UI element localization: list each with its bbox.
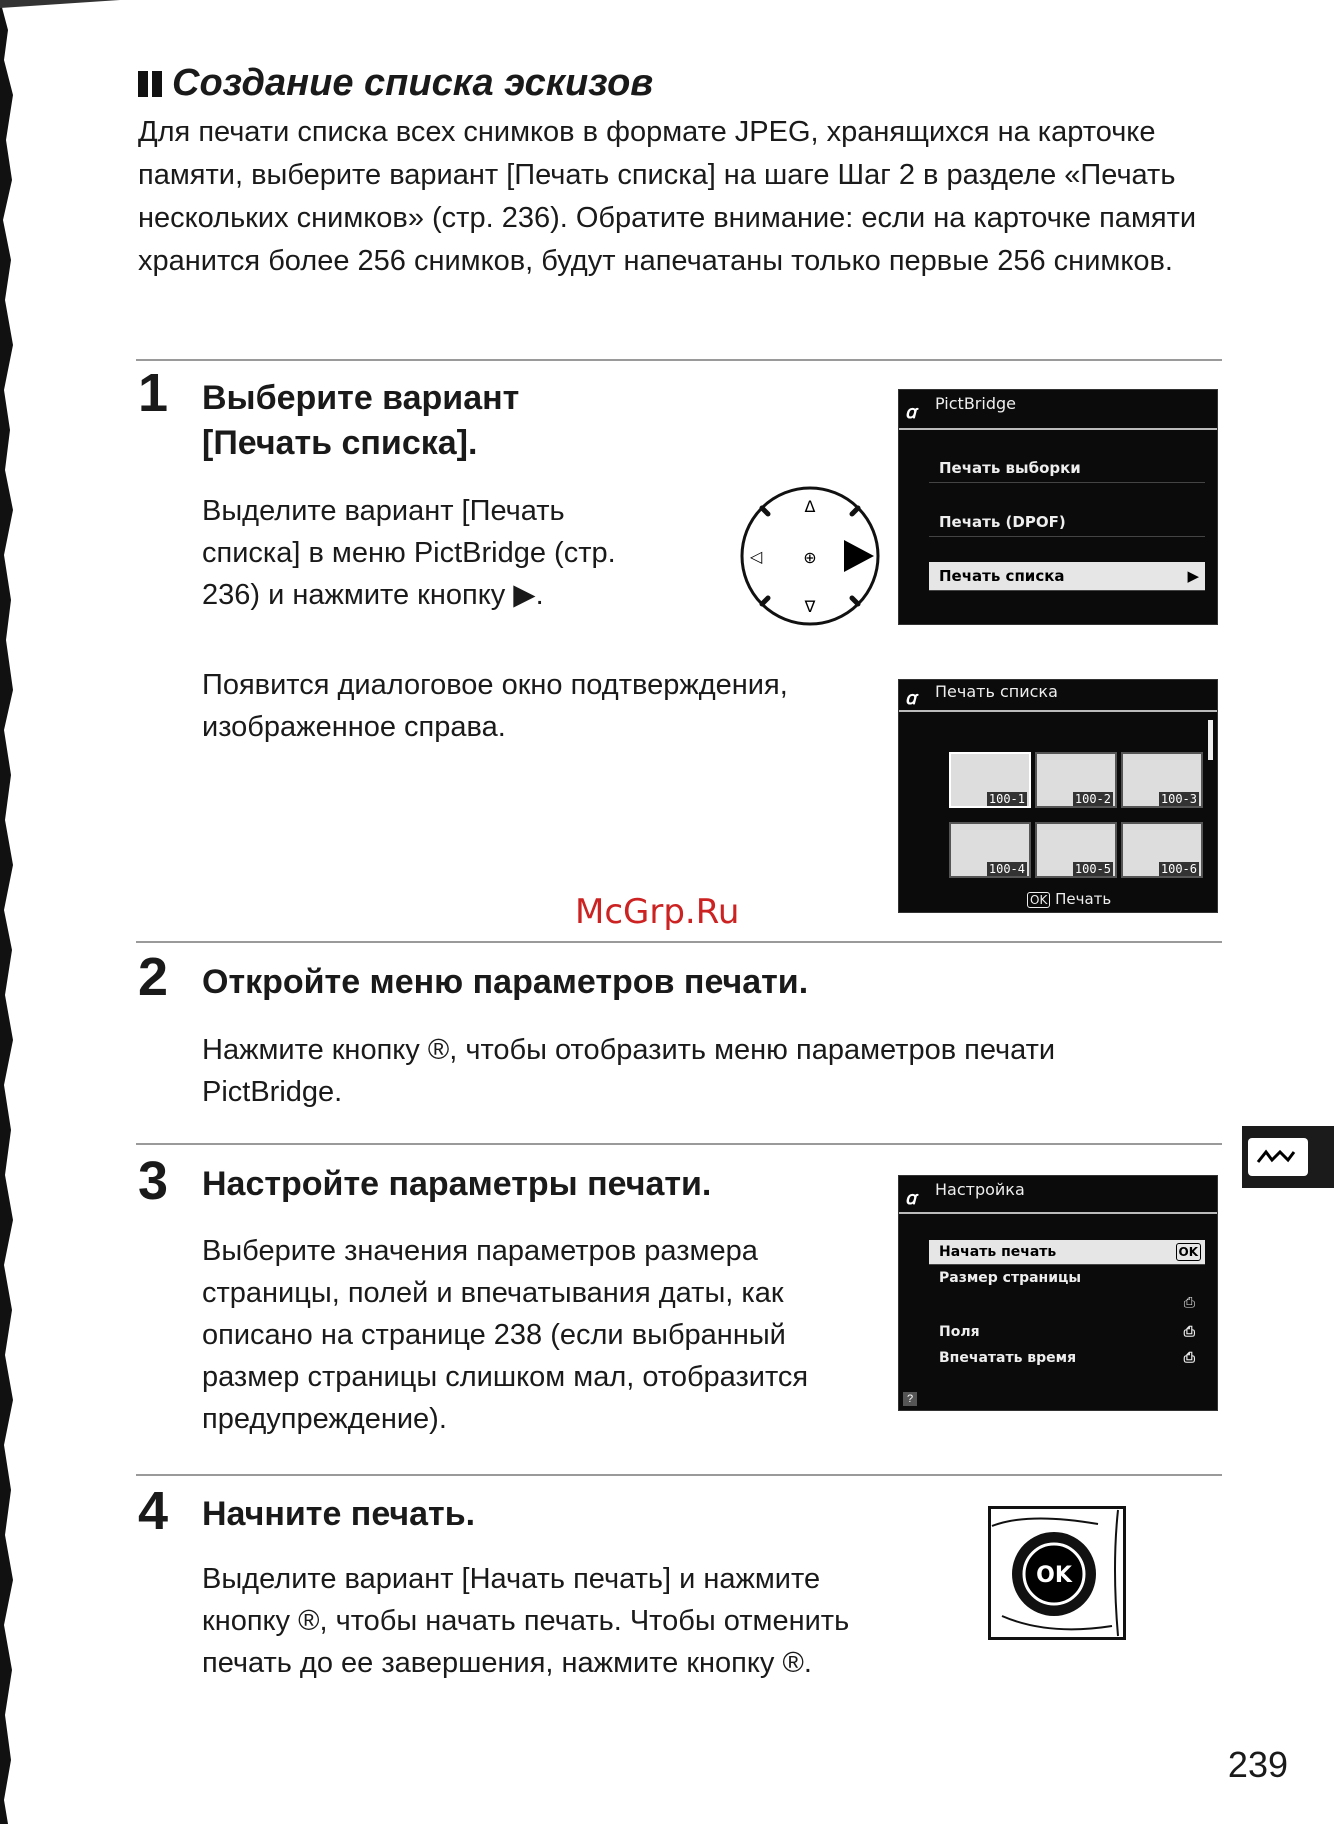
printer-icon: ⎙ <box>1183 1350 1195 1366</box>
step-number: 4 <box>138 1481 169 1541</box>
thumbnail <box>1035 752 1117 808</box>
chapter-tab <box>1242 1126 1334 1188</box>
screen-title: Настройка <box>935 1180 1025 1199</box>
menu-item-label: Поля <box>939 1324 980 1340</box>
submenu-arrow-icon: ▶ <box>1187 567 1199 585</box>
step-title: Откройте меню параметров печати. <box>202 963 809 1001</box>
divider <box>136 941 1222 943</box>
page-number: 239 <box>1227 1744 1288 1785</box>
camera-screen-pictbridge <box>898 389 1218 625</box>
divider <box>136 1474 1222 1476</box>
thumbnail-label: 100-1 <box>988 792 1025 806</box>
top-corner-shadow <box>0 0 120 10</box>
thumbnail-label: 100-5 <box>1074 862 1111 876</box>
dial-down-icon: ∇ <box>804 597 816 616</box>
menu-item <box>929 1320 1205 1344</box>
divider <box>136 1143 1222 1145</box>
pictbridge-logo-icon: ꭤ <box>905 1188 917 1209</box>
dial-left-icon: ◁ <box>749 547 763 566</box>
thumbnail <box>1121 752 1203 808</box>
help-icon: ? <box>903 1392 917 1406</box>
step-number: 1 <box>138 363 169 423</box>
thumbnail <box>1035 822 1117 878</box>
step-title: Начните печать. <box>202 1495 476 1533</box>
torn-edge-decoration <box>0 0 16 1824</box>
thumbnail <box>949 822 1031 878</box>
scrollbar <box>1208 720 1213 760</box>
printer-icon: ⎙ <box>1183 1294 1195 1310</box>
intro-paragraph: Для печати списка всех снимков в формате JPEG, хранящихся на карточке памяти, выберите вариант [Печать списка] на шаге Шаг 2 в разделе «Печать нескольких снимков» (стр. 236). Обратите внимание: если на карточке памяти хранится более 256 снимков, будут напечатаны только первые 256 снимков. <box>138 116 1197 277</box>
step-title-line: [Печать списка]. <box>202 424 478 462</box>
thumbnail <box>1121 822 1203 878</box>
menu-item-label: Начать печать <box>939 1244 1057 1260</box>
ok-hint-label: Печать <box>1055 890 1112 908</box>
pictbridge-logo-icon: ꭤ <box>905 688 917 709</box>
menu-item-label: Впечатать время <box>939 1350 1077 1366</box>
menu-item: Размер страницы <box>939 1270 1082 1286</box>
divider <box>136 359 1222 361</box>
step-title <box>202 376 519 466</box>
step-text: Выберите значения параметров размера страницы, полей и впечатывания даты, как описано на странице 238 (если выбранный размер страницы слишком мал, отобразится предупреждение). <box>202 1235 809 1435</box>
thumbnail <box>949 752 1031 808</box>
screen-title-bar <box>899 1176 1217 1214</box>
thumbnail-label: 100-6 <box>1160 862 1197 876</box>
step-text: Выделите вариант [Начать печать] и нажмите кнопку ®, чтобы начать печать. Чтобы отменить печать до ее завершения, нажмите кнопку ®. <box>202 1563 850 1679</box>
dial-up-icon: Δ <box>804 497 816 516</box>
screen-title: Печать списка <box>935 682 1058 701</box>
menu-item: Печать выборки <box>929 454 1205 483</box>
screen-title-bar <box>899 680 1217 712</box>
ok-button-illustration <box>988 1506 1126 1640</box>
thumbnail-label: 100-3 <box>1160 792 1197 806</box>
thumbnail-label: 100-2 <box>1074 792 1111 806</box>
section-title-text: Создание списка эскизов <box>172 62 654 104</box>
step-number: 3 <box>138 1151 169 1211</box>
menu-item-selected <box>929 562 1205 591</box>
section-marker <box>138 71 162 97</box>
section-title <box>138 62 653 105</box>
step-text: Нажмите кнопку ®, чтобы отобразить меню параметров печати PictBridge. <box>202 1034 1056 1108</box>
step-title: Настройте параметры печати. <box>202 1165 712 1203</box>
dial-center-icon: ⊕ <box>803 548 817 567</box>
camera-screen-setup <box>898 1175 1218 1411</box>
ok-button-label: OK <box>1036 1563 1072 1588</box>
step-text: Появится диалоговое окно подтверждения, изображенное справа. <box>202 669 788 743</box>
step-title-line: Выберите вариант <box>202 379 520 417</box>
menu-item: Печать (DPOF) <box>929 508 1205 537</box>
menu-item <box>929 1346 1205 1370</box>
step-number: 2 <box>138 947 169 1007</box>
ok-hint <box>1027 890 1111 908</box>
menu-item-selected <box>929 1240 1205 1265</box>
screen-title: PictBridge <box>935 394 1016 413</box>
camera-screen-index-print <box>898 679 1218 913</box>
ok-badge-icon: OK <box>1027 892 1050 908</box>
watermark: McGrp.Ru <box>575 892 740 932</box>
pictbridge-logo-icon: ꭤ <box>905 402 917 423</box>
ok-badge-icon: OK <box>1176 1243 1202 1261</box>
multi-selector-dial <box>738 484 882 628</box>
step-text: Выделите вариант [Печать списка] в меню PictBridge (стр. 236) и нажмите кнопку ▶. <box>202 495 616 611</box>
printer-icon: ⎙ <box>1183 1324 1195 1340</box>
thumbnail-label: 100-4 <box>988 862 1025 876</box>
menu-item-label: Печать списка <box>939 567 1065 585</box>
screen-title-bar <box>899 390 1217 430</box>
connection-icon <box>1242 1126 1334 1188</box>
